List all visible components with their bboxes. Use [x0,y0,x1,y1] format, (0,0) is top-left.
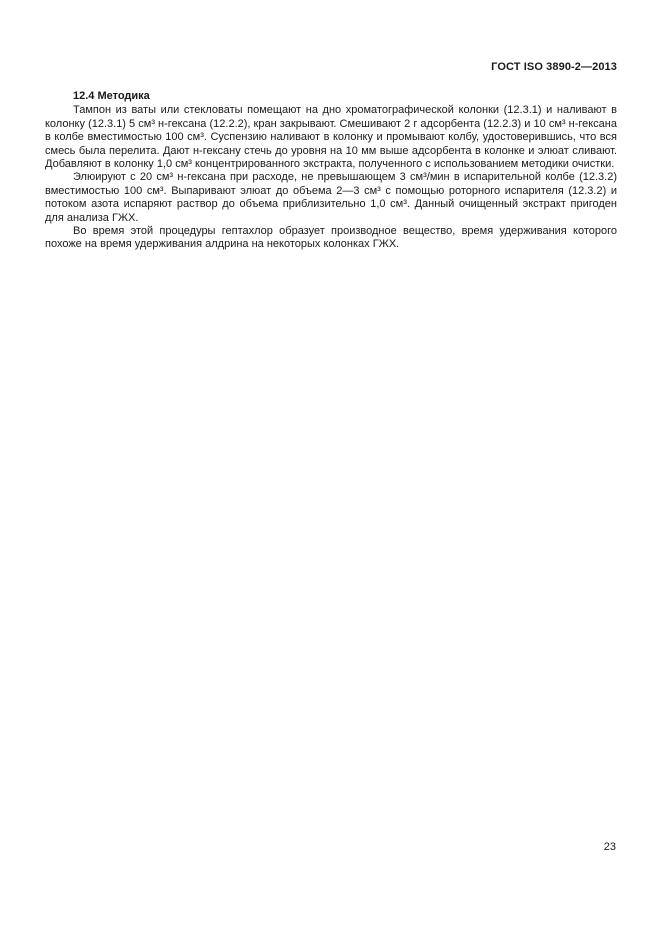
paragraph: Во время этой процедуры гептахлор образует производное вещество, время удерживания которого похоже на время удерживания алдрина на некоторых колонках ГЖХ. [45,225,617,251]
paragraph: Тампон из ваты или стекловаты помещают на дно хроматографической колонки (12.3.1) и наливают в колонку (12.3.1) 5 см³ н-гексана (12.2.2), кран закрывают. Смешивают 2 г адсорбента (12.2.3) и 10 см³ н-гексана в колбе вместимостью 100 см³. Суспензию наливают в колонку и промывают колбу, удостоверившись, что вся смесь была перелита. Дают н-гексану стечь до уровня на 10 мм выше адсорбента в колонке и элюат сливают. Добавляют в колонку 1,0 см³ концентрированного экстракта, полученного с использованием методики очистки. [45,104,617,171]
document-content [45,90,617,252]
paragraph: Элюируют с 20 см³ н-гексана при расходе, не превышающем 3 см³/мин в испарительной колбе (12.3.2) вместимостью 100 см³. Выпаривают элюат до объема 2—3 см³ с помощью роторного испарителя (12.3.2) и потоком азота испаряют раствор до объема приблизительно 1,0 см³. Данный очищенный экстракт пригоден для анализа ГЖХ. [45,171,617,224]
document-header [45,61,617,73]
page-number: 23 [603,841,616,853]
doc-code: ГОСТ ISO 3890-2—2013 [491,61,617,73]
section-heading: 12.4 Методика [73,90,150,102]
